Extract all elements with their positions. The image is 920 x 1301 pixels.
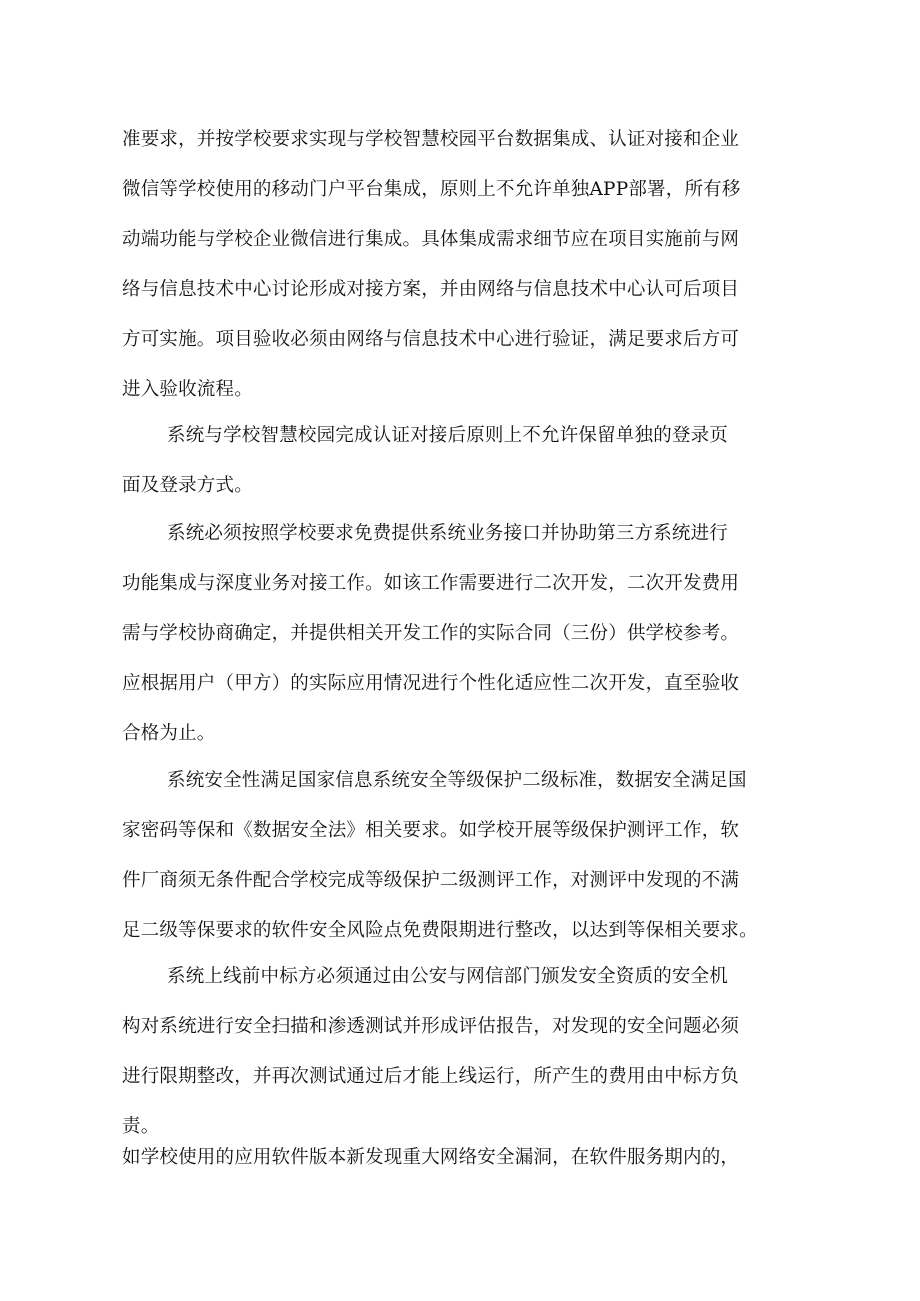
text-line: 功能集成与深度业务对接工作。如该工作需要进行二次开发，二次开发费用 (122, 573, 740, 594)
text-line: 系统安全性满足国家信息系统安全等级保护二级标准，数据安全满足国 (167, 770, 747, 791)
text-line: 家密码等保和《数据安全法》相关要求。如学校开展等级保护测评工作，软 (122, 820, 740, 841)
paragraph-vulnerability (122, 1133, 802, 1183)
paragraph-integration (122, 115, 802, 415)
text-line: 系统与学校智慧校园完成认证对接后原则上不允许保留单独的登录页 (167, 425, 729, 446)
text-line: 应根据用户（甲方）的实际应用情况进行个性化适应性二次开发，直至验收 (122, 673, 740, 694)
text-line: 如学校使用的应用软件版本新发现重大网络安全漏洞，在软件服务期内的， (122, 1147, 740, 1168)
text-line: 合格为止。 (122, 723, 216, 744)
text-line: 进行限期整改，并再次测试通过后才能上线运行，所产生的费用由中标方负 (122, 1066, 740, 1087)
text-line: 络与信息技术中心讨论形成对接方案，并由网络与信息技术中心认可后项目 (122, 279, 740, 300)
paragraph-security-level (122, 756, 802, 956)
text-line: 进入验收流程。 (122, 379, 253, 400)
text-line: 系统上线前中标方必须通过由公安与网信部门颁发安全资质的安全机 (167, 966, 729, 987)
text-line: 责。 (122, 1116, 160, 1137)
text-line: 件厂商须无条件配合学校完成等级保护二级测评工作，对测评中发现的不满 (122, 870, 740, 891)
text-line: 需与学校协商确定，并提供相关开发工作的实际合同（三份）供学校参考。 (122, 623, 740, 644)
paragraph-penetration-test (122, 952, 802, 1152)
text-line: 方可实施。项目验收必须由网络与信息技术中心进行验证，满足要求后方可 (122, 329, 740, 350)
text-line: 构对系统进行安全扫描和渗透测试并形成评估报告，对发现的安全问题必须 (122, 1016, 740, 1037)
text-line: 系统必须按照学校要求免费提供系统业务接口并协助第三方系统进行 (167, 523, 729, 544)
text-line: 准要求，并按学校要求实现与学校智慧校园平台数据集成、认证对接和企业 (122, 129, 740, 150)
paragraph-login (122, 411, 802, 511)
text-line: 动端功能与学校企业微信进行集成。具体集成需求细节应在项目实施前与网 (122, 229, 740, 250)
text-line: 面及登录方式。 (122, 475, 253, 496)
text-line: 足二级等保要求的软件安全风险点免费限期进行整改，以达到等保相关要求。 (122, 920, 758, 941)
text-line: 微信等学校使用的移动门户平台集成，原则上不允许单独APP部署，所有移 (122, 179, 741, 200)
paragraph-interface (122, 509, 802, 759)
